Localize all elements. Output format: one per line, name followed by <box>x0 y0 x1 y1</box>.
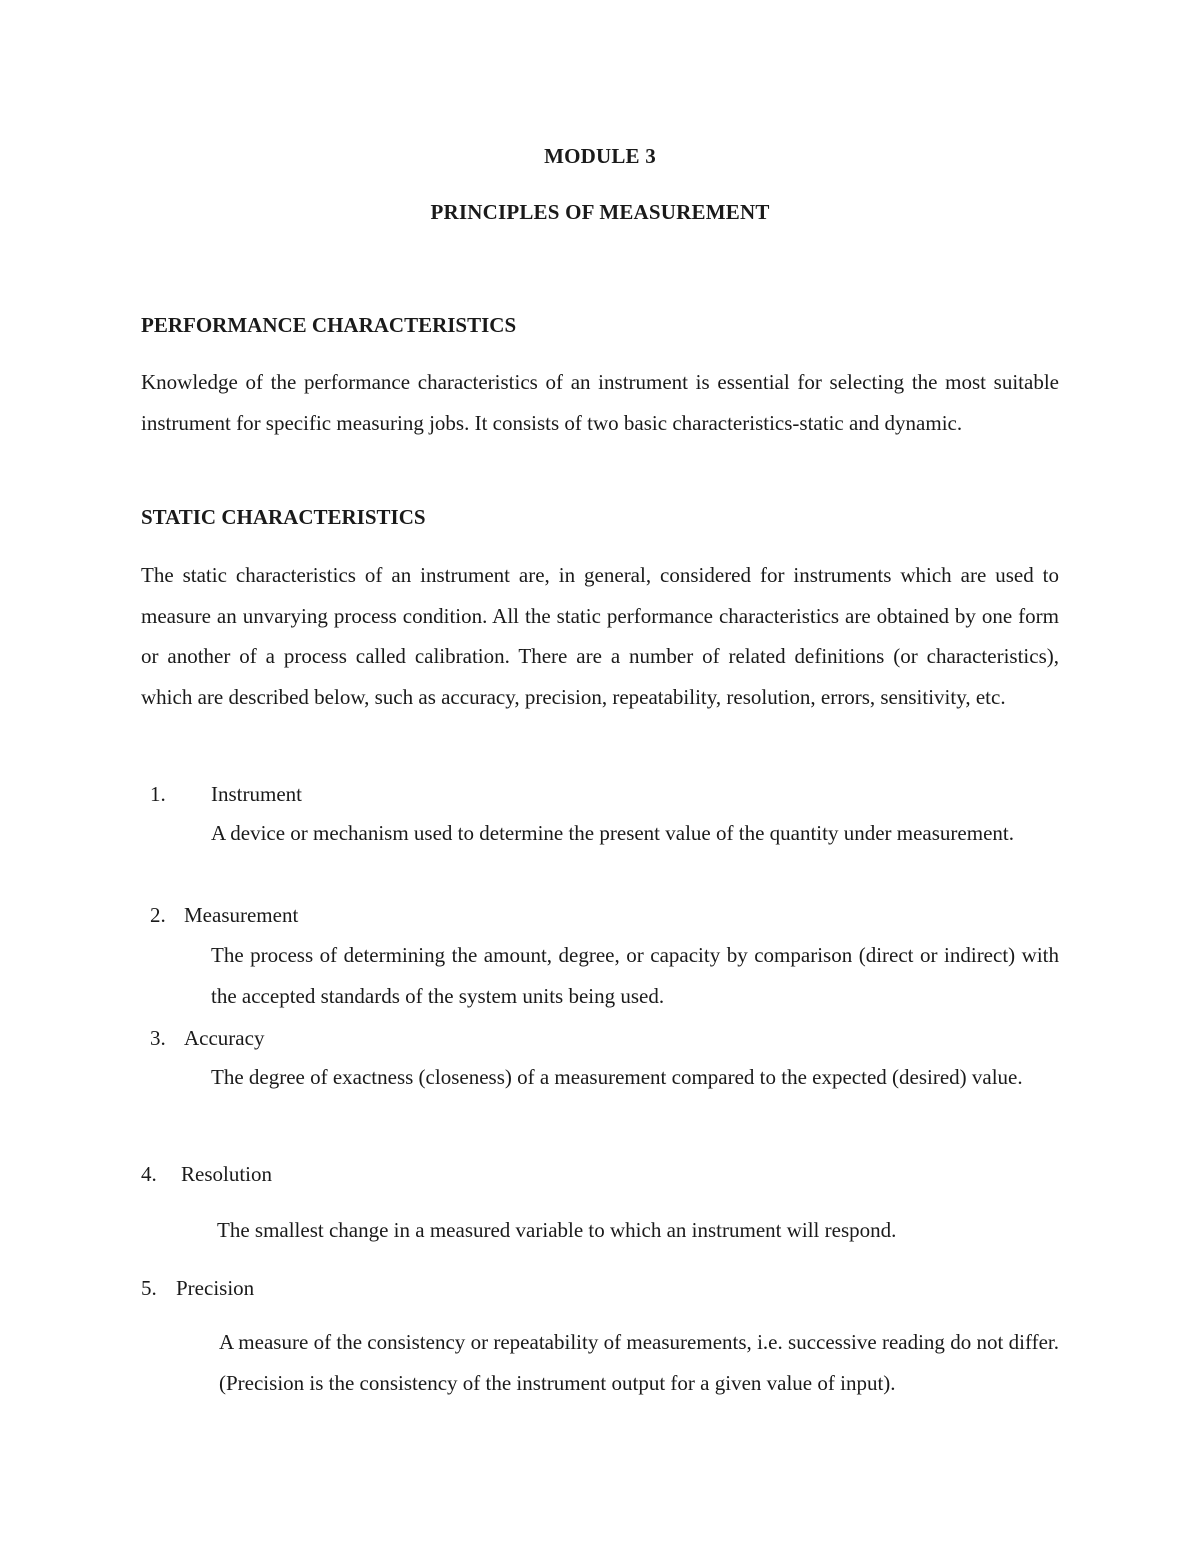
list-item-number: 3. <box>150 1026 166 1050</box>
list-item-definition: A measure of the consistency or repeatability of measurements, i.e. successive reading do not differ. (Precision is the consistency of the instrument output for a given value of input). <box>219 1330 1059 1395</box>
list-item-definition: The process of determining the amount, degree, or capacity by comparison (direct or indirect) with the accepted standards of the system units being used. <box>211 943 1059 1008</box>
list-item-definition: The smallest change in a measured variable to which an instrument will respond. <box>217 1218 897 1242</box>
list-item-number: 2. <box>150 903 166 927</box>
module-title: MODULE 3 <box>544 144 656 168</box>
subject-title: PRINCIPLES OF MEASUREMENT <box>430 200 770 224</box>
list-item-definition: A device or mechanism used to determine the present value of the quantity under measurement. <box>211 821 1014 845</box>
list-item-term: Measurement <box>184 903 299 927</box>
list-item-term: Accuracy <box>184 1026 265 1050</box>
section-heading-static: STATIC CHARACTERISTICS <box>141 505 426 529</box>
section-heading-performance: PERFORMANCE CHARACTERISTICS <box>141 313 517 337</box>
list-item-term: Precision <box>176 1276 255 1300</box>
section-paragraph-performance: Knowledge of the performance characteristics of an instrument is essential for selecting the most suitable instrument for specific measuring jobs. It consists of two basic characteristics-static and dynamic. <box>141 370 1059 435</box>
list-item-definition: The degree of exactness (closeness) of a measurement compared to the expected (desired) value. <box>211 1065 1023 1089</box>
list-item-number: 4. <box>141 1162 157 1186</box>
section-paragraph-static: The static characteristics of an instrument are, in general, considered for instruments which are used to measure an unvarying process condition. All the static performance characteristics are obtained by one form or another of a process called calibration. There are a number of related definitions (or characteristics), which are described below, such as accuracy, precision, repeatability, resolution, errors, sensitivity, etc. <box>141 563 1059 709</box>
list-item-number: 5. <box>141 1276 157 1300</box>
list-item-term: Resolution <box>181 1162 273 1186</box>
list-item-term: Instrument <box>211 782 302 806</box>
list-item-number: 1. <box>150 782 166 806</box>
